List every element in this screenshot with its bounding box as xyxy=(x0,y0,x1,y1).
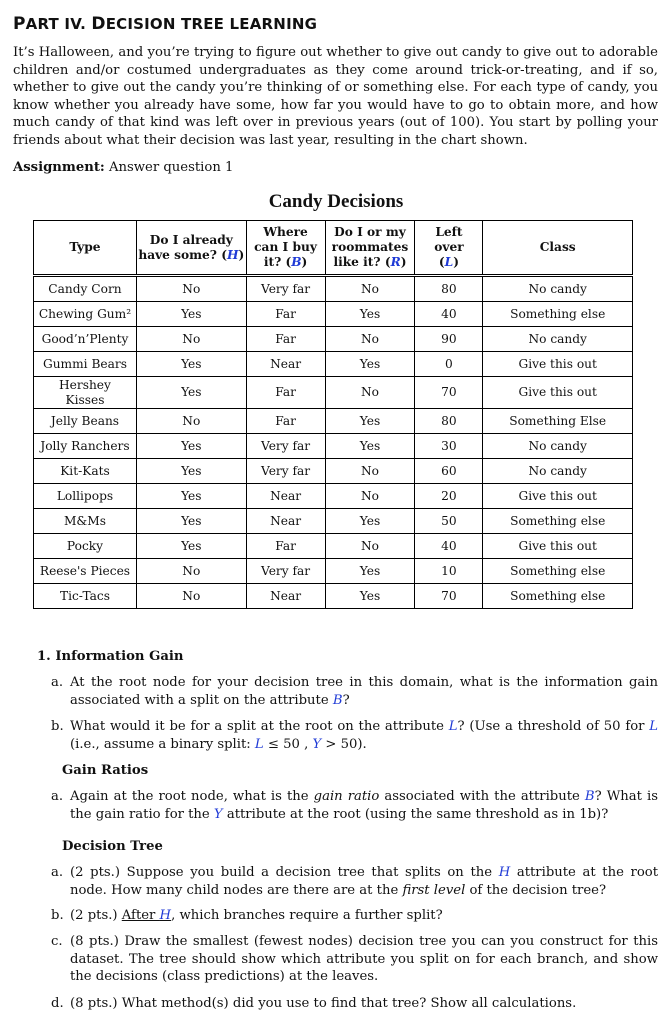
table-cell: Very far xyxy=(246,434,325,459)
question-1b-label: b. xyxy=(51,719,64,734)
column-header-close: ) xyxy=(400,255,407,269)
table-cell: Yes xyxy=(325,302,415,327)
table-cell: 50 xyxy=(415,509,483,534)
table-cell: Something else xyxy=(483,302,633,327)
table-cell: Something else xyxy=(483,559,633,584)
table-row xyxy=(34,276,633,302)
table-cell: Give this out xyxy=(483,484,633,509)
table-cell: 90 xyxy=(415,327,483,352)
question-tree-b-text-2: , which branches require a further split? xyxy=(171,908,443,923)
question-gain-a-text-1: Again at the root node, what is the xyxy=(70,789,314,804)
question-tree-d xyxy=(51,995,658,1013)
question-1b-text-2: ? (Use a threshold of 50 for xyxy=(457,719,650,734)
table-row xyxy=(34,509,633,534)
question-tree-a-var: H xyxy=(498,865,511,880)
table-cell: Yes xyxy=(136,534,246,559)
table-cell: Far xyxy=(246,302,325,327)
table-cell: Yes xyxy=(136,377,246,409)
table-cell: Yes xyxy=(325,352,415,377)
question-gain-a-text-2: associated with the attribute xyxy=(379,789,585,804)
section-gain-ratios: Gain Ratios xyxy=(62,763,149,778)
question-tree-d-text: (8 pts.) What method(s) did you use to find that tree? Show all calculations. xyxy=(70,996,577,1011)
table-cell: 0 xyxy=(415,352,483,377)
table-cell: Kit-Kats xyxy=(34,459,137,484)
table-cell: No xyxy=(325,327,415,352)
table-cell: No xyxy=(325,459,415,484)
column-header-variable: R xyxy=(390,255,401,269)
table-cell: Candy Corn xyxy=(34,276,137,302)
table-cell: Pocky xyxy=(34,534,137,559)
column-header-close: ) xyxy=(301,255,308,269)
assignment-text: Answer question xyxy=(104,160,226,175)
table-row xyxy=(34,377,633,409)
table-cell: No candy xyxy=(483,276,633,302)
question-1b-var-2: L xyxy=(649,719,659,734)
table-cell: Chewing Gum² xyxy=(34,302,137,327)
table-cell: No xyxy=(136,559,246,584)
column-header xyxy=(246,221,325,276)
table-cell: Far xyxy=(246,327,325,352)
table-row xyxy=(34,352,633,377)
column-header xyxy=(325,221,415,276)
table-cell: Something else xyxy=(483,584,633,609)
table-cell: Give this out xyxy=(483,377,633,409)
table-cell: Far xyxy=(246,377,325,409)
question-1a-label: a. xyxy=(51,675,64,690)
table-cell: Give this out xyxy=(483,534,633,559)
question-tree-a xyxy=(51,864,659,899)
question-tree-b-var: H xyxy=(159,908,172,923)
table-cell: Yes xyxy=(325,509,415,534)
table-cell: Something else xyxy=(483,509,633,534)
section-information-gain: 1. Information Gain xyxy=(37,649,184,664)
table-cell: Yes xyxy=(136,484,246,509)
question-gain-a-var-2: Y xyxy=(213,806,223,822)
question-1a-var: B xyxy=(332,692,343,708)
question-tree-a-text-2: attribute at the root node. How many child nodes are there are at the xyxy=(70,865,659,898)
table-row xyxy=(34,534,633,559)
table-cell: M&Ms xyxy=(34,509,137,534)
question-1b-var-1: L xyxy=(448,719,458,734)
section-decision-tree: Decision Tree xyxy=(62,839,163,854)
table-cell: Something Else xyxy=(483,409,633,434)
column-header xyxy=(415,221,483,276)
question-gain-a-emphasis: gain ratio xyxy=(313,789,380,804)
table-cell: Yes xyxy=(325,434,415,459)
table-cell: No xyxy=(325,377,415,409)
question-1b xyxy=(51,718,659,753)
table-cell: Yes xyxy=(136,509,246,534)
table-cell: 10 xyxy=(415,559,483,584)
question-tree-c-text: (8 pts.) Draw the smallest (fewest nodes) decision tree you can you construct for this dataset. The tree should show which attribute you split on for each branch, and show the decisions (class predictions) at the leaves. xyxy=(70,934,658,984)
question-1a xyxy=(51,674,658,709)
table-cell: Jolly Ranchers xyxy=(34,434,137,459)
column-header-text: Do I already have some? ( xyxy=(138,232,233,262)
part-heading xyxy=(13,14,317,34)
table-cell: No xyxy=(325,484,415,509)
question-tree-a-label: a. xyxy=(51,865,64,880)
heading-initial-1: P xyxy=(13,14,26,34)
column-header xyxy=(34,221,137,276)
assignment-number: 1 xyxy=(225,160,234,175)
table-cell: 70 xyxy=(415,377,483,409)
table-cell: Yes xyxy=(136,434,246,459)
table-cell: Far xyxy=(246,534,325,559)
table-cell: No xyxy=(325,534,415,559)
question-1b-text-4: ≤ 50 , xyxy=(263,736,313,752)
table-cell: Gummi Bears xyxy=(34,352,137,377)
table-cell: Very far xyxy=(246,276,325,302)
table-row xyxy=(34,459,633,484)
question-1b-text-3: (i.e., assume a binary split: xyxy=(70,736,255,752)
column-header-text: Do I or my roommates like it? ( xyxy=(331,225,409,269)
column-header-text: Type xyxy=(69,240,101,254)
table-cell: Near xyxy=(246,584,325,609)
candy-decisions-table xyxy=(33,220,633,609)
table-cell: Near xyxy=(246,509,325,534)
question-1b-text-1: What would it be for a split at the root on the attribute xyxy=(70,719,449,734)
table-cell: 20 xyxy=(415,484,483,509)
column-header xyxy=(136,221,246,276)
table-cell: Give this out xyxy=(483,352,633,377)
table-cell: No candy xyxy=(483,434,633,459)
heading-part-1: ART IV. xyxy=(25,15,92,33)
table-cell: Near xyxy=(246,352,325,377)
column-header-variable: L xyxy=(444,255,454,269)
table-cell: Yes xyxy=(136,459,246,484)
question-1b-var-4: Y xyxy=(312,736,322,752)
table-cell: Lollipops xyxy=(34,484,137,509)
question-tree-c xyxy=(51,933,658,986)
table-cell: No candy xyxy=(483,327,633,352)
table-header-row xyxy=(34,221,633,276)
table-cell: No candy xyxy=(483,459,633,484)
question-gain-a xyxy=(51,788,658,823)
table-cell: Yes xyxy=(325,559,415,584)
question-tree-b-after: After xyxy=(121,908,160,923)
question-tree-a-emphasis: first level xyxy=(402,882,466,898)
column-header-variable: B xyxy=(291,255,302,269)
table-row xyxy=(34,409,633,434)
question-1b-var-3: L xyxy=(254,736,264,752)
table-cell: Reese's Pieces xyxy=(34,559,137,584)
table-cell: 30 xyxy=(415,434,483,459)
table-cell: Yes xyxy=(325,584,415,609)
chart-title: Candy Decisions xyxy=(268,191,404,212)
table-cell: No xyxy=(325,276,415,302)
question-1a-text: At the root node for your decision tree in this domain, what is the information gain associated with a split on the attribute xyxy=(70,675,658,708)
table-row xyxy=(34,327,633,352)
column-header-text: Class xyxy=(539,240,576,254)
table-cell: 80 xyxy=(415,276,483,302)
column-header-text: Left over ( xyxy=(434,225,464,269)
question-gain-a-text-4: attribute at the root (using the same threshold as in 1b)? xyxy=(222,806,609,822)
table-cell: Very far xyxy=(246,459,325,484)
question-tree-c-label: c. xyxy=(51,934,63,949)
question-tree-b xyxy=(51,907,658,925)
question-tree-b-text-1: (2 pts.) xyxy=(70,908,122,923)
question-1b-text-5: > 50). xyxy=(321,736,367,752)
question-1a-text-end: ? xyxy=(342,692,350,708)
heading-part-2: ECISION TREE LEARNING xyxy=(105,15,318,33)
column-header xyxy=(483,221,633,276)
table-body xyxy=(34,276,633,609)
column-header-variable: H xyxy=(226,247,239,262)
column-header-close: ) xyxy=(238,247,245,262)
question-tree-d-label: d. xyxy=(51,996,64,1011)
table-cell: Hershey Kisses xyxy=(34,377,137,409)
question-gain-a-var-1: B xyxy=(584,789,595,804)
assignment-label: Assignment: xyxy=(13,160,105,175)
table-row xyxy=(34,584,633,609)
table-cell: No xyxy=(136,276,246,302)
question-tree-b-label: b. xyxy=(51,908,64,923)
table-cell: Good’n’Plenty xyxy=(34,327,137,352)
table-cell: Tic-Tacs xyxy=(34,584,137,609)
heading-initial-2: D xyxy=(91,14,106,34)
table-cell: Near xyxy=(246,484,325,509)
table-cell: 80 xyxy=(415,409,483,434)
question-tree-a-text-1: (2 pts.) Suppose you build a decision tree that splits on the xyxy=(70,865,499,880)
table-cell: No xyxy=(136,409,246,434)
table-row xyxy=(34,484,633,509)
table-cell: 70 xyxy=(415,584,483,609)
intro-paragraph: It’s Halloween, and you’re trying to figure out whether to give out candy to give out to adorable children and/or costumed undergraduates as they come around trick-or-treating, and if so, whether to give out the candy you’re thinking of or something else. For each type of candy, you know whether you already have some, how far you would have to go to obtain more, and how much candy of that kind was left over in previous years (out of 100). You start by polling your friends about what their decision was last year, resulting in the chart shown. xyxy=(13,45,658,148)
table-cell: Jelly Beans xyxy=(34,409,137,434)
table-cell: No xyxy=(136,327,246,352)
table-cell: 40 xyxy=(415,302,483,327)
question-tree-b-underlined xyxy=(122,908,171,923)
table-cell: Yes xyxy=(136,352,246,377)
table-row xyxy=(34,559,633,584)
table-cell: Very far xyxy=(246,559,325,584)
table-cell: 60 xyxy=(415,459,483,484)
table-cell: 40 xyxy=(415,534,483,559)
table-cell: No xyxy=(136,584,246,609)
table-cell: Yes xyxy=(325,409,415,434)
table-row xyxy=(34,302,633,327)
question-gain-a-label: a. xyxy=(51,789,64,804)
column-header-close: ) xyxy=(453,255,459,269)
question-tree-a-text-3: of the decision tree? xyxy=(465,882,607,898)
column-header-text: Where can I buy it? ( xyxy=(254,225,317,269)
table-cell: Yes xyxy=(136,302,246,327)
table-row xyxy=(34,434,633,459)
table-cell: Far xyxy=(246,409,325,434)
assignment-line xyxy=(13,160,233,175)
question-gain-a-text-3: ? What is the gain ratio for the xyxy=(70,789,658,822)
